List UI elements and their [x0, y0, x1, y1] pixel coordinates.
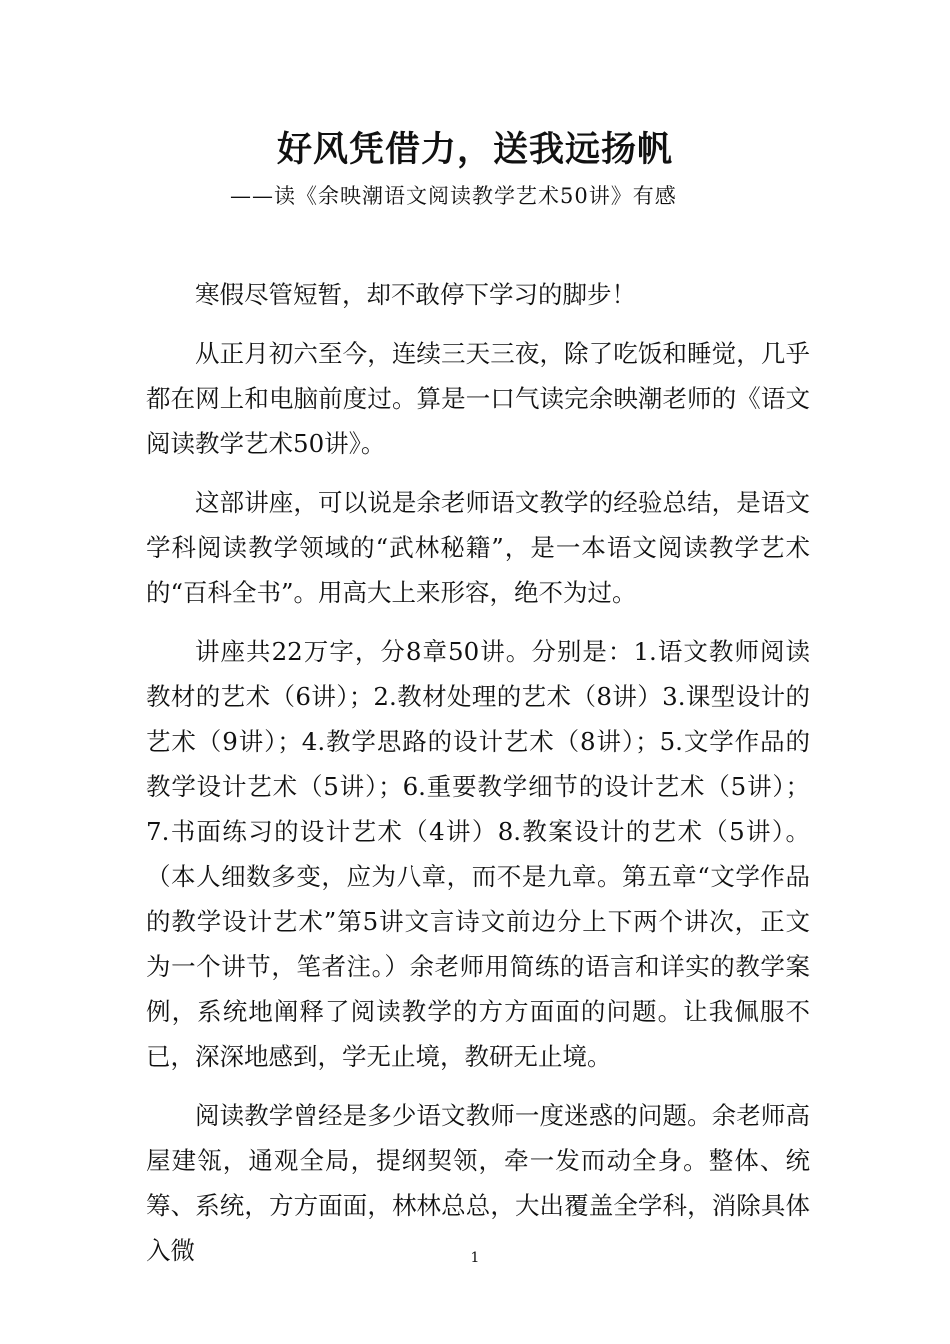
paragraph: 讲座共22万字，分8章50讲。分别是：1.语文教师阅读教材的艺术（6讲）；2.教材处理的艺术（8讲）3.课型设计的艺术（9讲）；4.教学思路的设计艺术（8讲）；5.文学作品的教学设计艺术（5讲）；6.重要教学细节的设计艺术（5讲）；7.书面练习的设计艺术（4讲）8.教案设计的艺术（5讲）。（本人细数多变，应为八章，而不是九章。第五章“文学作品的教学设计艺术”第5讲文言诗文前边分上下两个讲次，正文为一个讲节，笔者注。）余老师用简练的语言和详实的教学案例，系统地阐释了阅读教学的方方面面的问题。让我佩服不已，深深地感到，学无止境，教研无止境。	[146, 637, 810, 1071]
paragraph: 这部讲座，可以说是余老师语文教学的经验总结，是语文学科阅读教学领域的“武林秘籍”，是一本语文阅读教学艺术的“百科全书”。用高大上来形容，绝不为过。	[146, 488, 810, 607]
document-title: 好风凭借力，送我远扬帆	[276, 129, 673, 170]
paragraph: 阅读教学曾经是多少语文教师一度迷惑的问题。余老师高屋建瓴，通观全局，提纲契领，牵一发而动全身。整体、统筹、系统，方方面面，林林总总，大出覆盖全学科，消除具体入微	[146, 1101, 810, 1265]
document-subtitle: ——读《余映潮语文阅读教学艺术50讲》有感	[230, 184, 677, 208]
page-number: 1	[470, 1250, 480, 1266]
paragraph: 从正月初六至今，连续三天三夜，除了吃饭和睡觉，几乎都在网上和电脑前度过。算是一口气读完余映潮老师的《语文阅读教学艺术50讲》。	[146, 339, 810, 458]
paragraph: 寒假尽管短暂，却不敢停下学习的脚步！	[195, 280, 636, 309]
document-body	[146, 272, 810, 1287]
